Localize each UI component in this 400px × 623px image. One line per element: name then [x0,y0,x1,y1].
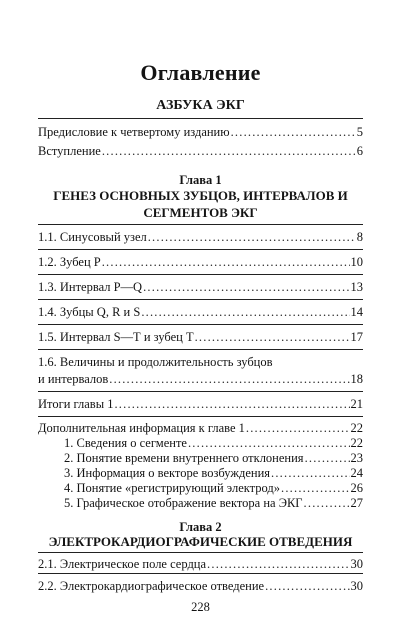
entry-rule [38,349,363,350]
entry-page: 26 [350,481,363,495]
dot-leader [246,420,350,436]
entry-page: 23 [350,451,363,465]
entry-title: 3. Информация о векторе возбуждения [64,466,271,480]
dot-leader [109,371,349,387]
entry-title: 1. Сведения о сегменте [64,436,187,450]
toc-entry-1-6-line-1[interactable]: 1.6. Величины и продолжительность зубцов [38,355,273,369]
entry-page: 10 [350,255,363,269]
toc-entry-1-3[interactable] [38,279,363,295]
entry-title: 1.3. Интервал Р—Q [38,280,143,294]
dot-leader [114,396,349,412]
dot-leader [141,304,349,320]
toc-entry-chapter-1-extra[interactable] [38,420,363,436]
toc-entry-1-6[interactable] [38,371,363,387]
entry-page: 13 [350,280,363,294]
dot-leader [304,495,350,511]
toc-entry-introduction[interactable] [38,143,363,159]
toc-entry-1-2[interactable] [38,254,363,270]
dot-leader [305,450,350,466]
page-number: 228 [191,600,210,614]
entry-rule [38,274,363,275]
entry-title: 1.5. Интервал S—Т и зубец Т [38,330,194,344]
dot-leader [143,279,349,295]
chapter-1-title-line-1: ГЕНЕЗ ОСНОВНЫХ ЗУБЦОВ, ИНТЕРВАЛОВ И [53,188,348,203]
entry-rule [38,573,363,574]
entry-rule [38,324,363,325]
entry-title: Вступление [38,144,101,158]
entry-page: 22 [350,421,363,435]
toc-entry-1-5[interactable] [38,329,363,345]
entry-page: 22 [350,436,363,450]
entry-rule [38,299,363,300]
entry-title: 5. Графическое отображение вектора на ЭКГ [64,496,303,510]
dot-leader [102,143,356,159]
entry-title: 4. Понятие «регистрирующий электрод» [64,481,281,495]
entry-title: Дополнительная информация к главе 1 [38,421,245,435]
entry-rule [38,391,363,392]
part-title: АЗБУКА ЭКГ [156,98,245,113]
entry-page: 14 [350,305,363,319]
entry-title: Итоги главы 1 [38,397,114,411]
toc-entry-2-2[interactable] [38,578,363,594]
dot-leader [102,254,350,270]
section-rule [38,552,363,553]
entry-page: 27 [350,496,363,510]
dot-leader [207,556,349,572]
entry-title: 1.1. Синусовый узел [38,230,147,244]
entry-title: 1.2. Зубец Р [38,255,101,269]
dot-leader [148,229,356,245]
toc-subentry-5[interactable] [38,495,363,511]
entry-rule [38,249,363,250]
entry-title: 1.4. Зубцы Q, R и S [38,305,141,319]
entry-title: 2.1. Электрическое поле сердца [38,557,207,571]
entry-title: Предисловие к четвертому изданию [38,125,230,139]
toc-entry-2-1[interactable] [38,556,363,572]
section-rule [38,118,363,119]
entry-page: 6 [356,144,363,158]
chapter-1-title-line-2: СЕГМЕНТОВ ЭКГ [143,205,258,220]
toc-subentry-1[interactable] [38,435,363,451]
chapter-1-label: Глава 1 [179,173,222,187]
toc-entry-1-1[interactable] [38,229,363,245]
toc-subentry-3[interactable] [38,465,363,481]
dot-leader [195,329,350,345]
entry-rule [38,416,363,417]
dot-leader [231,124,356,140]
entry-page: 30 [350,557,363,571]
toc-entry-1-4[interactable] [38,304,363,320]
dot-leader [271,465,349,481]
page-title: Оглавление [140,60,261,85]
entry-page: 5 [356,125,363,139]
entry-page: 8 [356,230,363,244]
toc-subentry-2[interactable] [38,450,363,466]
entry-page: 18 [350,372,363,386]
dot-leader [265,578,349,594]
entry-page: 24 [350,466,363,480]
toc-entry-chapter-1-summary[interactable] [38,396,363,412]
entry-page: 21 [350,397,363,411]
chapter-2-title: ЭЛЕКТРОКАРДИОГРАФИЧЕСКИЕ ОТВЕДЕНИЯ [48,534,353,549]
dot-leader [281,480,349,496]
toc-entry-preface[interactable] [38,124,363,140]
toc-subentry-4[interactable] [38,480,363,496]
entry-title: и интервалов [38,372,109,386]
dot-leader [188,435,350,451]
entry-title: 2. Понятие времени внутреннего отклонения [64,451,304,465]
entry-title: 2.2. Электрокардиографическое отведение [38,579,265,593]
section-rule [38,224,363,225]
entry-page: 17 [350,330,363,344]
chapter-2-label: Глава 2 [179,520,222,534]
entry-page: 30 [350,579,363,593]
